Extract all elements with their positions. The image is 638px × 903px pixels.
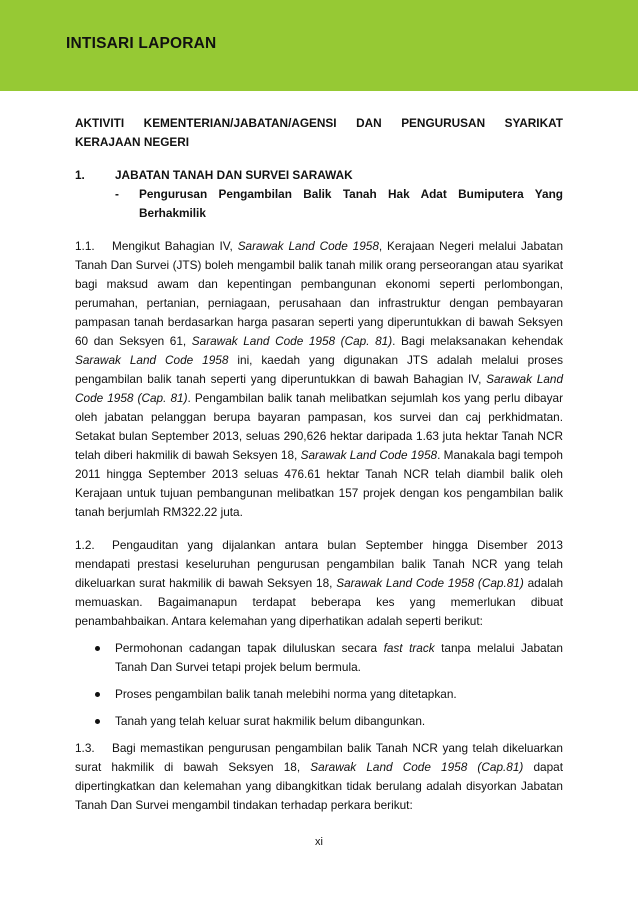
paragraph-text: . Bagi melaksanakan kehendak (392, 334, 564, 348)
paragraph-text: . Manakala bagi tempoh 2011 hingga September 2013 seluas 476.61 hektar Tanah NCR telah diambil balik oleh Kerajaan untuk tujuan pembangunan melibatkan 157 projek dengan kos pengambilan balik tanah berjumlah RM322.22 juta. (75, 448, 563, 519)
bullet-icon (75, 685, 115, 704)
subsection-heading (115, 185, 563, 223)
subsection-dash: - (115, 187, 119, 201)
heading-word: SYARIKAT (504, 116, 563, 130)
heading-word: KEMENTERIAN/JABATAN/AGENSI (143, 116, 337, 130)
paragraph-number: 1.1. (75, 239, 95, 253)
paragraph-italic: Sarawak Land Code 1958 (75, 353, 229, 367)
list-item (75, 685, 563, 704)
paragraph-italic: Sarawak Land Code 1958 (Cap. 81) (75, 372, 564, 405)
paragraph-number: 1.2. (75, 538, 95, 552)
paragraph-italic: Sarawak Land Code 1958 (Cap.81) (310, 760, 524, 774)
report-body (75, 114, 563, 815)
page-number: xi (315, 836, 323, 848)
list-text: tanpa melalui Jabatan Tanah Dan Survei tetapi projek belum bermula. (115, 641, 563, 674)
subsection-title: Pengurusan Pengambilan Balik Tanah Hak Adat Bumiputera Yang Berhakmilik (139, 187, 563, 220)
list-item (75, 712, 563, 731)
paragraph-text: dapat dipertingkatkan dan kelemahan yang dibangkitkan tidak berulang adalah disyorkan Jabatan Tanah Dan Survei mengambil tindakan terhadap perkara berikut: (75, 760, 564, 812)
header-banner (0, 0, 638, 91)
paragraph-italic: Sarawak Land Code 1958 (Cap.81) (336, 576, 524, 590)
section-title: JABATAN TANAH DAN SURVEI SARAWAK (115, 168, 353, 182)
chapter-heading-line2: KERAJAAN NEGERI (75, 135, 190, 149)
paragraph-text: ini, kaedah yang digunakan JTS adalah melalui proses pengambilan balik tanah seperti yang diperuntukkan di bawah Bahagian IV, (75, 353, 563, 386)
bullet-icon (75, 639, 115, 677)
bullet-icon (75, 712, 115, 731)
list-item-text (115, 639, 563, 677)
banner-title: INTISARI LAPORAN (66, 35, 217, 52)
paragraph-italic: Sarawak Land Code 1958 (237, 239, 379, 253)
paragraph-italic: Sarawak Land Code 1958 (300, 448, 438, 462)
section-number: 1. (75, 168, 85, 182)
paragraph-1-2 (75, 536, 563, 631)
paragraph-text: , Kerajaan Negeri melalui Jabatan Tanah Dan Survei (JTS) boleh mengambil balik tanah milik orang perseorangan atau syarikat bagi maksud awam dan kepentingan pembangunan ekonomi seperti perlombongan, perumahan, pertanian, perniagaan, perusahaan dan infrastruktur dengan pembayaran pampasan tanah berdasarkan harga pasaran seperti yang diperuntukkan di bawah Seksyen 60 dan Seksyen 61, (75, 239, 564, 348)
list-item-text: Proses pengambilan balik tanah melebihi norma yang ditetapkan. (115, 687, 457, 701)
paragraph-italic: Sarawak Land Code 1958 (Cap. 81) (191, 334, 393, 348)
heading-word: AKTIVITI (75, 116, 125, 130)
paragraph-text: Pengauditan yang dijalankan antara bulan September hingga Disember 2013 mendapati prestasi keseluruhan pengurusan pengambilan balik Tanah NCR yang telah dikeluarkan surat hakmilik di bawah Seksyen 18, (75, 538, 563, 590)
section-heading (75, 166, 563, 185)
chapter-heading (75, 114, 563, 152)
paragraph-text: Bagi memastikan pengurusan pengambilan balik Tanah NCR yang telah dikeluarkan surat hakmilik di bawah Seksyen 18, (75, 741, 563, 774)
paragraph-1-1 (75, 237, 563, 522)
paragraph-text: adalah memuaskan. Bagaimanapun terdapat beberapa kes yang memerlukan dibuat penambahbaikan. Antara kelemahan yang diperhatikan adalah seperti berikut: (75, 576, 563, 628)
heading-word: DAN (356, 116, 382, 130)
list-item (75, 639, 563, 677)
heading-word: PENGURUSAN (401, 116, 486, 130)
paragraph-number: 1.3. (75, 741, 95, 755)
findings-list (75, 639, 563, 731)
list-item-text: Tanah yang telah keluar surat hakmilik belum dibangunkan. (115, 714, 426, 728)
list-italic: fast track (383, 641, 435, 655)
paragraph-text: . Pengambilan balik tanah melibatkan sejumlah kos yang perlu dibayar oleh jabatan pelanggan berupa bayaran pampasan, kos survei dan caj perkhidmatan. Setakat bulan September 2013, seluas 290,626 hektar daripada 1.63 juta hektar Tanah NCR telah diberi hakmilik di bawah Seksyen 18, (75, 391, 563, 462)
paragraph-text: Mengikut Bahagian IV, (112, 239, 238, 253)
list-text: Permohonan cadangan tapak diluluskan secara (115, 641, 384, 655)
paragraph-1-3 (75, 739, 563, 815)
chapter-heading-line1 (75, 114, 563, 133)
